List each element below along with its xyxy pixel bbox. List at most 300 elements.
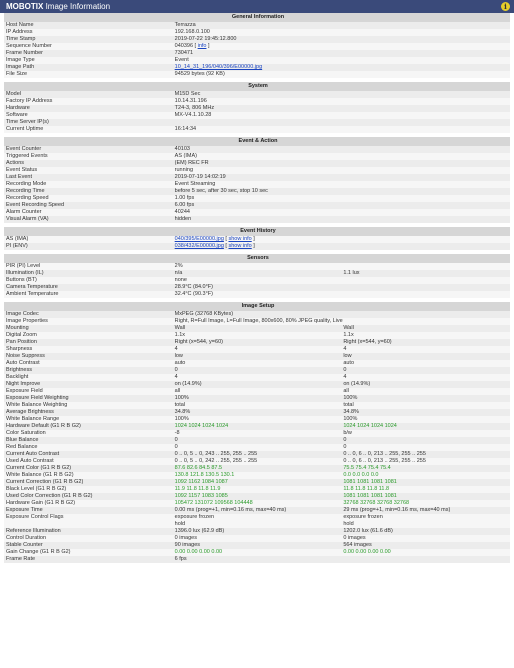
section-title: Image Setup	[4, 302, 510, 311]
value-text: total	[343, 402, 354, 408]
row-value	[173, 346, 342, 353]
row-value	[173, 112, 510, 119]
row-value	[173, 146, 510, 153]
value-text: 34.8%	[174, 409, 191, 415]
value-text: 040396	[174, 43, 194, 49]
value-text: 0.00 0.00 0.00 0.00	[174, 549, 223, 555]
info-icon[interactable]: i	[501, 2, 510, 11]
row-label: Frame Rate	[4, 556, 173, 563]
row-value	[173, 332, 342, 339]
row-value	[173, 160, 510, 167]
table-row	[4, 64, 510, 71]
table-row	[4, 458, 510, 465]
show-info-link[interactable]: show info	[228, 236, 252, 242]
row-value	[173, 486, 342, 493]
row-value	[173, 507, 342, 514]
value-text: 0 images	[174, 535, 197, 541]
row-label: Reference Illumination	[4, 528, 173, 535]
row-value: 040396 [ info ]	[173, 43, 510, 50]
row-value-secondary	[341, 486, 510, 493]
table-row	[4, 50, 510, 57]
row-label: Exposure Field	[4, 388, 173, 395]
table-row	[4, 167, 510, 174]
value-text: 4	[174, 374, 178, 380]
row-value	[173, 374, 342, 381]
image-link[interactable]: info	[197, 43, 207, 49]
row-label: Image Path	[4, 64, 173, 71]
value-text: 2019-07-19 14:02:19	[174, 174, 226, 180]
row-label: Current Correction (G1 R B G2)	[4, 479, 173, 486]
page-title: Image Information	[45, 2, 111, 11]
row-value	[173, 549, 342, 556]
section-title: Sensors	[4, 254, 510, 263]
row-value	[173, 57, 510, 64]
row-label: PI (ENV)	[4, 243, 173, 250]
row-label: AS (IMA)	[4, 236, 173, 243]
value-text: none	[174, 277, 187, 283]
row-value-secondary	[341, 549, 510, 556]
value-text: Event	[174, 57, 189, 63]
row-value	[173, 402, 342, 409]
table-row	[4, 388, 510, 395]
row-label: Hardware	[4, 105, 173, 112]
table-row	[4, 291, 510, 298]
table-row	[4, 472, 510, 479]
row-label: Triggered Events	[4, 153, 173, 160]
row-label: Pan Position	[4, 339, 173, 346]
value-text: 0	[174, 437, 178, 443]
row-label: Event Status	[4, 167, 173, 174]
table-row	[4, 395, 510, 402]
value-text: n/a	[174, 270, 183, 276]
row-label: White Balance (G1 R B G2)	[4, 472, 173, 479]
image-link[interactable]: 040/395/E00000.jpg	[174, 236, 224, 242]
row-label: Noise Suppress	[4, 353, 173, 360]
row-label: Recording Mode	[4, 181, 173, 188]
table-row	[4, 160, 510, 167]
value-text: 192.168.0.100	[174, 29, 210, 35]
table-row	[4, 486, 510, 493]
table-row	[4, 216, 510, 223]
row-value-secondary	[341, 465, 510, 472]
value-text: hold	[174, 521, 186, 527]
value-text: 10.14.31.196	[174, 98, 207, 104]
value-text: Right, R=Full Image, L=Full Image, 800x600, 80% JPEG quality, Live	[174, 318, 343, 324]
value-text: 11.8 11.8 11.8 11.8	[343, 486, 390, 492]
row-value	[173, 50, 510, 57]
image-link[interactable]: 038/432/E00000.jpg	[174, 243, 224, 249]
row-value-secondary	[341, 507, 510, 514]
row-label: Time Server IP(s)	[4, 119, 173, 126]
row-value	[173, 277, 510, 284]
table-row	[4, 549, 510, 556]
table-row	[4, 556, 510, 563]
value-text: Wall	[343, 325, 354, 331]
table-row	[4, 284, 510, 291]
row-value	[173, 36, 510, 43]
value-text: 4	[343, 346, 347, 352]
row-label: Digital Zoom	[4, 332, 173, 339]
value-text: on (14.9%)	[174, 381, 202, 387]
row-value	[173, 444, 342, 451]
row-label: Ambient Temperature	[4, 291, 173, 298]
table-row	[4, 409, 510, 416]
row-value-secondary	[341, 451, 510, 458]
value-text: 100%	[343, 395, 358, 401]
table-row	[4, 437, 510, 444]
value-text: 1024 1024 1024 1024	[174, 423, 229, 429]
row-value	[173, 71, 510, 78]
value-text: 100%	[174, 395, 189, 401]
row-label: Brightness	[4, 367, 173, 374]
row-label: Time Stamp	[4, 36, 173, 43]
value-text: 2%	[174, 263, 183, 269]
table-row	[4, 507, 510, 514]
row-value-secondary	[341, 395, 510, 402]
image-link[interactable]: 10_14_31_196/040/396/E00000.jpg	[174, 64, 263, 70]
row-value-secondary	[341, 479, 510, 486]
row-label: Actions	[4, 160, 173, 167]
row-value: 040/395/E00000.jpg [ show info ]	[173, 236, 510, 243]
value-text: 0 .. 0, 5 .. 0, 243 .. 255, 255 .. 255	[174, 451, 258, 457]
row-label: Model	[4, 91, 173, 98]
table-row	[4, 493, 510, 500]
row-value-secondary	[341, 339, 510, 346]
row-value-secondary	[341, 528, 510, 535]
row-value	[173, 64, 510, 71]
value-text: 1202.0 lux (61.6 dB)	[343, 528, 393, 534]
row-label: White Balance Range	[4, 416, 173, 423]
table-row	[4, 332, 510, 339]
row-label: Night Improve	[4, 381, 173, 388]
table-row	[4, 57, 510, 64]
row-label: Gain Change (G1 R B G2)	[4, 549, 173, 556]
section-header-system	[4, 82, 510, 91]
row-value-secondary	[341, 430, 510, 437]
row-value	[173, 284, 510, 291]
value-text: running	[174, 167, 194, 173]
value-text: 32.4°C (90.3°F)	[174, 291, 213, 297]
row-value	[173, 479, 342, 486]
table-row	[4, 402, 510, 409]
row-value	[173, 500, 342, 507]
row-value-secondary	[341, 493, 510, 500]
row-label: File Size	[4, 71, 173, 78]
row-value	[173, 325, 342, 332]
value-text: 0	[343, 367, 347, 373]
row-label: Backlight	[4, 374, 173, 381]
row-value	[173, 339, 342, 346]
table-row	[4, 311, 510, 318]
row-value-secondary	[341, 472, 510, 479]
value-text: 29 ms (prog=+1, min=0.16 ms, max=40 ms)	[343, 507, 451, 513]
row-label: Camera Temperature	[4, 284, 173, 291]
table-row	[4, 339, 510, 346]
row-value-secondary	[341, 360, 510, 367]
row-label: Red Balance	[4, 444, 173, 451]
value-text: 16:14:34	[174, 126, 197, 132]
table-row	[4, 423, 510, 430]
row-value-secondary	[341, 437, 510, 444]
table-row	[4, 36, 510, 43]
row-label: Current Uptime	[4, 126, 173, 133]
value-text: 6 fps	[174, 556, 187, 562]
row-value	[173, 174, 510, 181]
row-label: Last Event	[4, 174, 173, 181]
row-label: Sharpness	[4, 346, 173, 353]
row-label: Used Color Correction (G1 R B G2)	[4, 493, 173, 500]
row-value	[173, 556, 510, 563]
row-value	[173, 181, 510, 188]
row-label: Sequence Number	[4, 43, 173, 50]
row-value-secondary	[341, 542, 510, 549]
row-label: PIR (PI) Level	[4, 263, 173, 270]
row-label: Exposure Time	[4, 507, 173, 514]
table-row	[4, 119, 510, 126]
value-text: Right (x=544, y=60)	[343, 339, 392, 345]
value-text: 2019-07-22 19:45:12.800	[174, 36, 237, 42]
value-text: auto	[174, 360, 186, 366]
row-value	[173, 353, 342, 360]
info-table	[4, 13, 510, 563]
row-value-secondary	[341, 535, 510, 542]
section-header-setup	[4, 302, 510, 311]
row-label: Visual Alarm (VA)	[4, 216, 173, 223]
row-value-secondary	[341, 346, 510, 353]
row-value	[173, 542, 342, 549]
table-row	[4, 500, 510, 507]
row-value	[173, 153, 510, 160]
row-value	[173, 458, 342, 465]
row-label: Blue Balance	[4, 437, 173, 444]
value-text: 32768 32768 32768 32768	[343, 500, 410, 506]
row-value	[173, 528, 342, 535]
row-label: Image Type	[4, 57, 173, 64]
value-text: 94529 bytes (92 KB)	[174, 71, 225, 77]
table-row	[4, 188, 510, 195]
value-text: Wall	[174, 325, 186, 331]
value-text: low	[174, 353, 183, 359]
value-text: Terrazza	[174, 22, 196, 28]
table-row	[4, 381, 510, 388]
row-label: Hardware Gain (G1 R B G2)	[4, 500, 173, 507]
table-row	[4, 270, 510, 277]
value-text: 730471	[174, 50, 194, 56]
row-value-secondary	[341, 444, 510, 451]
section-header-history	[4, 227, 510, 236]
value-text: 100%	[174, 416, 189, 422]
section-title: Event & Action	[4, 137, 510, 146]
value-text: 0	[343, 437, 347, 443]
value-text: 130.8 121.8 130.5 130.1	[174, 472, 235, 478]
table-row	[4, 353, 510, 360]
table-row	[4, 195, 510, 202]
table-row	[4, 360, 510, 367]
row-value	[173, 126, 510, 133]
value-text: 34.8%	[343, 409, 359, 415]
table-row	[4, 105, 510, 112]
table-row	[4, 98, 510, 105]
value-text: 0.0 0.0 0.0 0.0	[343, 472, 379, 478]
row-value	[173, 216, 510, 223]
table-row	[4, 174, 510, 181]
table-row	[4, 181, 510, 188]
value-text: 105472 131072 109568 104448	[174, 500, 253, 506]
value-text: 4	[343, 374, 347, 380]
value-text: exposure frozen	[174, 514, 215, 520]
row-value	[173, 195, 510, 202]
value-text: (EM) REC FR	[174, 160, 209, 166]
table-row	[4, 346, 510, 353]
row-value-secondary	[341, 332, 510, 339]
value-text: 0 .. 0, 5 .. 0, 242 .. 255, 255 .. 255	[174, 458, 258, 464]
row-label: Current Color (G1 R B G2)	[4, 465, 173, 472]
row-value	[173, 167, 510, 174]
row-value	[173, 535, 342, 542]
value-text: M15D Sec	[174, 91, 201, 97]
table-row	[4, 71, 510, 78]
row-value	[173, 91, 510, 98]
table-row	[4, 243, 510, 250]
row-value-secondary	[341, 325, 510, 332]
row-value	[173, 311, 510, 318]
row-label: Factory IP Address	[4, 98, 173, 105]
row-value-secondary	[341, 353, 510, 360]
row-value	[173, 105, 510, 112]
row-label: Exposure Field Weighting	[4, 395, 173, 402]
table-row	[4, 430, 510, 437]
value-text: 1.1x	[343, 332, 354, 338]
value-text: hidden	[174, 216, 192, 222]
table-row	[4, 43, 510, 50]
value-text: Right (x=544, y=60)	[174, 339, 223, 345]
value-text: MX-V4.1.10.28	[174, 112, 212, 118]
row-value	[173, 263, 510, 270]
section-header-general	[4, 13, 510, 22]
table-row	[4, 91, 510, 98]
table-row	[4, 542, 510, 549]
value-text: low	[343, 353, 352, 359]
brand-name: MOBOTIX	[6, 2, 44, 11]
row-value	[173, 29, 510, 36]
value-text: 0 images	[343, 535, 366, 541]
value-text: T24-3, 806 MHz	[174, 105, 215, 111]
value-text: on (14.9%)	[343, 381, 371, 387]
table-row	[4, 318, 510, 325]
value-text: 1024 1024 1024 1024	[343, 423, 397, 429]
value-text: 564 images	[343, 542, 372, 548]
row-label: Exposure Control Flags	[4, 514, 173, 528]
table-row	[4, 535, 510, 542]
value-text: 4	[174, 346, 178, 352]
value-text: Event Streaming	[174, 181, 216, 187]
row-value	[173, 209, 510, 216]
row-value	[173, 360, 342, 367]
row-label: Image Codec	[4, 311, 173, 318]
row-label: Image Properties	[4, 318, 173, 325]
row-value	[173, 493, 342, 500]
show-info-link[interactable]: show info	[228, 243, 252, 249]
row-value-secondary	[341, 416, 510, 423]
row-label: Recording Time	[4, 188, 173, 195]
value-text: auto	[343, 360, 355, 366]
value-text: 1396.0 lux (62.9 dB)	[174, 528, 225, 534]
value-text: -8	[174, 430, 180, 436]
row-label: Current Auto Contrast	[4, 451, 173, 458]
value-text: 0	[174, 367, 178, 373]
row-value	[173, 437, 342, 444]
row-value	[173, 188, 510, 195]
value-text: 1081 1081 1081 1081	[343, 493, 397, 499]
row-value	[173, 451, 342, 458]
row-label: Black Level (G1 R B G2)	[4, 486, 173, 493]
value-text: MxPEG (32768 KBytes)	[174, 311, 234, 317]
row-value-secondary	[341, 402, 510, 409]
section-title: General Information	[4, 13, 510, 22]
row-value-secondary	[341, 409, 510, 416]
section-header-event	[4, 137, 510, 146]
title-bar	[0, 0, 514, 13]
table-row	[4, 325, 510, 332]
row-value-secondary	[341, 423, 510, 430]
row-label: Control Duration	[4, 535, 173, 542]
row-value	[173, 416, 342, 423]
value-text: 0 .. 0, 6 .. 0, 213 .. 255, 255 .. 255	[343, 451, 426, 457]
section-title: System	[4, 82, 510, 91]
row-value-secondary	[341, 514, 510, 528]
row-label: Event Recording Speed	[4, 202, 173, 209]
value-text: all	[343, 388, 349, 394]
row-label: Auto Contrast	[4, 360, 173, 367]
table-row	[4, 367, 510, 374]
row-value-secondary	[341, 270, 510, 277]
row-value	[173, 381, 342, 388]
row-value-secondary	[341, 500, 510, 507]
row-value-secondary	[341, 374, 510, 381]
table-row	[4, 374, 510, 381]
row-label: Illumination (IL)	[4, 270, 173, 277]
row-label: IP Address	[4, 29, 173, 36]
row-value	[173, 465, 342, 472]
row-label: Recording Speed	[4, 195, 173, 202]
value-text: all	[174, 388, 181, 394]
row-value	[173, 472, 342, 479]
table-row	[4, 236, 510, 243]
value-text: 0.00 0.00 0.00 0.00	[343, 549, 391, 555]
table-row	[4, 22, 510, 29]
value-text: total	[174, 402, 186, 408]
value-text: 0.00 ms (prog=+1, min=0.16 ms, max=40 ms)	[174, 507, 287, 513]
row-value	[173, 202, 510, 209]
row-value	[173, 430, 342, 437]
row-value	[173, 98, 510, 105]
value-text: 1092 1162 1084 1087	[174, 479, 228, 485]
table-row	[4, 277, 510, 284]
row-value	[173, 409, 342, 416]
row-label: Alarm Counter	[4, 209, 173, 216]
table-row	[4, 416, 510, 423]
table-row	[4, 514, 510, 528]
table-row	[4, 528, 510, 535]
row-label: Mounting	[4, 325, 173, 332]
table-row	[4, 112, 510, 119]
value-text: 75.5 75.4 75.4 75.4	[343, 465, 391, 471]
value-text: 0	[174, 444, 178, 450]
row-value	[173, 22, 510, 29]
row-value	[173, 119, 510, 126]
value-text: 1.1x	[174, 332, 186, 338]
value-text: 90 images	[174, 542, 201, 548]
